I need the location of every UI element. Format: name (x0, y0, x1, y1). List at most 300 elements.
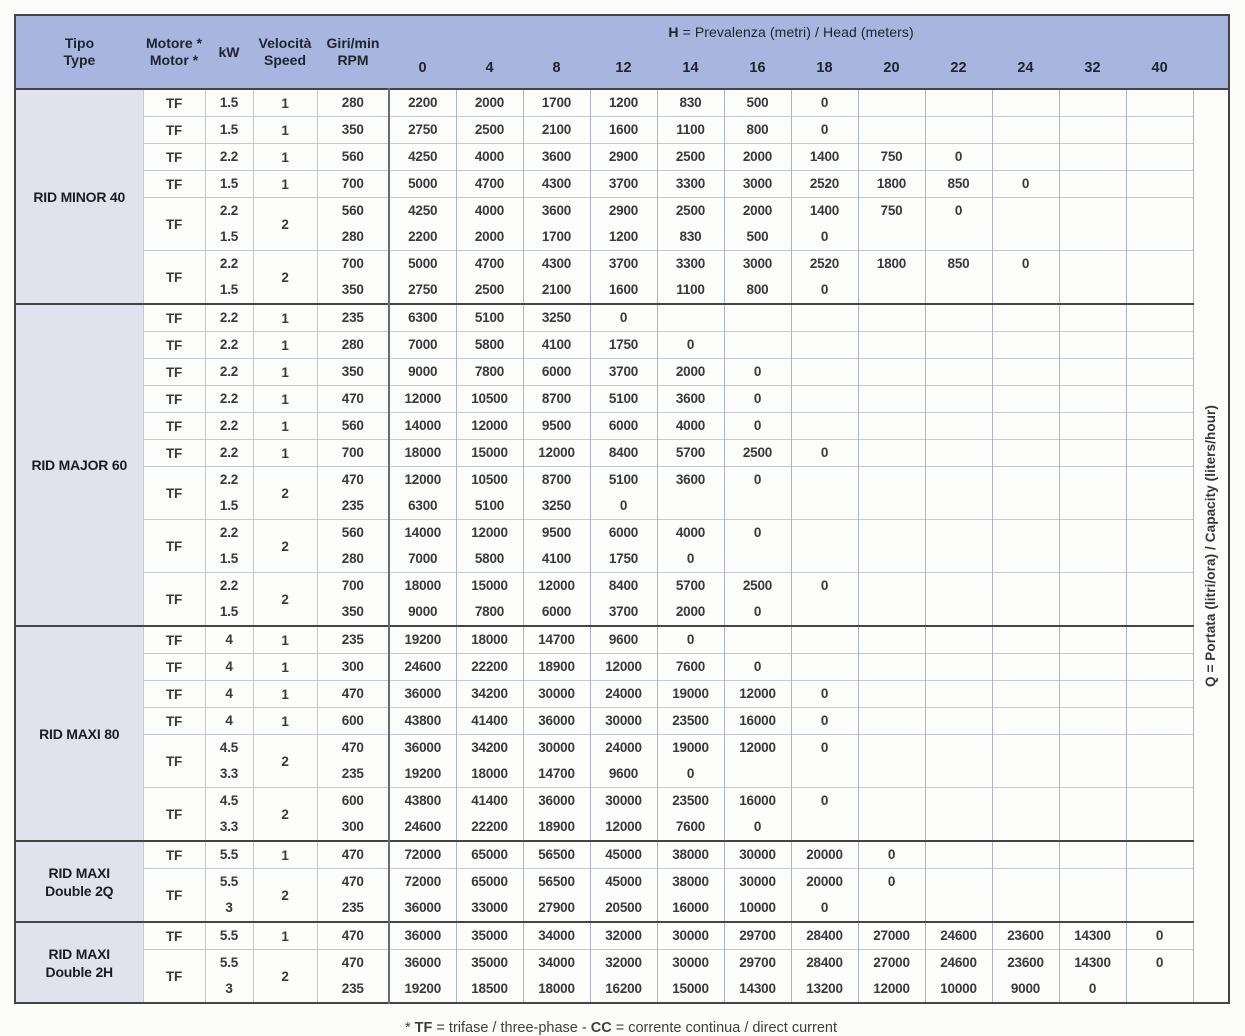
capacity-cell: 20000 0 (791, 869, 858, 923)
table-row (15, 144, 1229, 171)
table-row (15, 440, 1229, 467)
head-value-16: 16 (724, 49, 791, 89)
motor-cell: TF (143, 251, 205, 305)
kw-cell: 4.5 3.3 (205, 735, 253, 788)
kw-cell: 4.5 3.3 (205, 788, 253, 842)
capacity-cell: 9600 (590, 626, 657, 654)
capacity-cell (992, 386, 1059, 413)
capacity-cell (858, 681, 925, 708)
capacity-cell (1059, 440, 1126, 467)
capacity-cell: 2900 1200 (590, 198, 657, 251)
motor-cell: TF (143, 144, 205, 171)
kw-cell: 4 (205, 681, 253, 708)
capacity-cell (1059, 251, 1126, 305)
capacity-cell: 1400 0 (791, 198, 858, 251)
rpm-cell: 700 350 (317, 573, 389, 627)
motor-cell: TF (143, 332, 205, 359)
capacity-cell: 500 (724, 89, 791, 117)
capacity-cell: 0 (657, 626, 724, 654)
speed-cell: 1 (253, 89, 317, 117)
capacity-cell: 19200 (389, 626, 456, 654)
motor-cell: TF (143, 841, 205, 869)
capacity-cell: 1100 (657, 117, 724, 144)
capacity-cell: 0 (724, 386, 791, 413)
capacity-cell: 4300 (523, 171, 590, 198)
capacity-cell: 750 (858, 198, 925, 251)
capacity-cell: 5100 (456, 304, 523, 332)
capacity-cell: 43800 24600 (389, 788, 456, 842)
capacity-cell: 12000 (724, 681, 791, 708)
rpm-cell: 470 (317, 386, 389, 413)
kw-cell: 2.2 (205, 359, 253, 386)
speed-cell: 1 (253, 386, 317, 413)
capacity-cell: 850 (925, 251, 992, 305)
speed-cell: 2 (253, 198, 317, 251)
capacity-cell (925, 841, 992, 869)
capacity-cell: 45000 20500 (590, 869, 657, 923)
capacity-cell: 24000 (590, 681, 657, 708)
capacity-cell: 3700 (590, 359, 657, 386)
capacity-cell: 32000 16200 (590, 950, 657, 1004)
table-row (15, 359, 1229, 386)
header-q-column-spacer (1193, 15, 1229, 89)
table-row (15, 573, 1229, 627)
capacity-cell: 34200 (456, 681, 523, 708)
capacity-cell (724, 626, 791, 654)
capacity-cell: 1400 (791, 144, 858, 171)
footnote-cc-text: = corrente continua / direct current (611, 1020, 837, 1036)
capacity-cell: 8400 (590, 440, 657, 467)
capacity-cell (791, 359, 858, 386)
table-row (15, 626, 1229, 654)
capacity-cell: 0 (791, 708, 858, 735)
pump-capacity-table (14, 14, 1230, 1004)
speed-cell: 1 (253, 654, 317, 681)
capacity-cell: 2000 (724, 144, 791, 171)
section-label: RID MINOR 40 (15, 89, 143, 304)
motor-cell: TF (143, 198, 205, 251)
speed-cell: 2 (253, 520, 317, 573)
capacity-cell (1126, 251, 1193, 305)
capacity-cell (992, 841, 1059, 869)
speed-cell: 1 (253, 440, 317, 467)
kw-cell: 2.2 1.5 (205, 198, 253, 251)
speed-cell: 1 (253, 332, 317, 359)
rpm-cell: 470 235 (317, 869, 389, 923)
capacity-cell (791, 332, 858, 359)
capacity-cell (1059, 467, 1126, 520)
capacity-cell (1126, 144, 1193, 171)
capacity-cell: 7800 (456, 359, 523, 386)
header-tipo-type: Tipo Type (15, 15, 143, 89)
kw-cell: 2.2 (205, 386, 253, 413)
capacity-cell: 3600 1700 (523, 198, 590, 251)
capacity-cell: 12000 6000 (523, 573, 590, 627)
capacity-cell: 5700 (657, 440, 724, 467)
capacity-cell (1126, 332, 1193, 359)
capacity-cell: 0 (925, 144, 992, 171)
capacity-cell: 0 (724, 654, 791, 681)
capacity-cell (925, 788, 992, 842)
capacity-cell: 35000 (456, 922, 523, 950)
section-label: RID MAXI 80 (15, 626, 143, 841)
capacity-cell: 14300 (1059, 922, 1126, 950)
head-value-20: 20 (858, 49, 925, 89)
capacity-cell (1059, 573, 1126, 627)
capacity-cell (992, 304, 1059, 332)
head-value-12: 12 (590, 49, 657, 89)
table-row (15, 251, 1229, 305)
table-row (15, 654, 1229, 681)
capacity-cell (724, 304, 791, 332)
capacity-cell: 3700 1600 (590, 251, 657, 305)
motor-cell: TF (143, 359, 205, 386)
head-value-40: 40 (1126, 49, 1193, 89)
capacity-cell: 1800 (858, 171, 925, 198)
speed-cell: 1 (253, 144, 317, 171)
capacity-cell (1059, 198, 1126, 251)
kw-cell: 2.2 1.5 (205, 520, 253, 573)
capacity-cell: 5800 (456, 332, 523, 359)
capacity-cell: 0 (791, 440, 858, 467)
speed-cell: 1 (253, 304, 317, 332)
speed-cell: 1 (253, 359, 317, 386)
kw-cell: 2.2 1.5 (205, 573, 253, 627)
capacity-cell: 3600 (523, 144, 590, 171)
capacity-cell (925, 626, 992, 654)
capacity-cell: 4250 2200 (389, 198, 456, 251)
capacity-cell: 18000 9000 (389, 573, 456, 627)
capacity-cell (925, 332, 992, 359)
capacity-cell: 29700 (724, 922, 791, 950)
footnote (14, 1020, 1228, 1036)
capacity-cell: 30000 12000 (590, 788, 657, 842)
capacity-cell: 65000 33000 (456, 869, 523, 923)
table-row (15, 681, 1229, 708)
capacity-cell (992, 440, 1059, 467)
capacity-cell: 2520 0 (791, 251, 858, 305)
capacity-cell (791, 626, 858, 654)
capacity-cell: 4700 2500 (456, 251, 523, 305)
capacity-cell (858, 788, 925, 842)
capacity-cell: 18900 (523, 654, 590, 681)
capacity-cell (1126, 573, 1193, 627)
capacity-cell (1059, 304, 1126, 332)
capacity-cell (1126, 171, 1193, 198)
section-label: RID MAXI Double 2Q (15, 841, 143, 922)
capacity-cell (791, 386, 858, 413)
capacity-cell: 20000 (791, 841, 858, 869)
capacity-cell: 27000 (858, 922, 925, 950)
capacity-cell: 6300 (389, 304, 456, 332)
capacity-cell: 35000 18500 (456, 950, 523, 1004)
motor-cell: TF (143, 413, 205, 440)
rpm-cell: 560 (317, 413, 389, 440)
capacity-cell: 9500 4100 (523, 520, 590, 573)
capacity-cell: 56500 (523, 841, 590, 869)
header-velocita-speed: Velocità Speed (253, 15, 317, 89)
motor-cell: TF (143, 117, 205, 144)
capacity-cell: 2200 (389, 89, 456, 117)
table-row (15, 304, 1229, 332)
capacity-cell: 18000 (456, 626, 523, 654)
capacity-cell: 6000 (590, 413, 657, 440)
capacity-cell: 3000 (724, 171, 791, 198)
capacity-cell: 5700 2000 (657, 573, 724, 627)
capacity-cell: 0 (1126, 950, 1193, 1004)
capacity-cell: 45000 (590, 841, 657, 869)
capacity-cell (791, 520, 858, 573)
kw-cell: 2.2 1.5 (205, 251, 253, 305)
q-axis-label: Q = Portata (litri/ora) / Capacity (liters/hour) (1193, 89, 1229, 1003)
capacity-cell (925, 304, 992, 332)
speed-cell: 1 (253, 626, 317, 654)
motor-cell: TF (143, 304, 205, 332)
capacity-cell (1059, 117, 1126, 144)
capacity-cell: 36000 19200 (389, 735, 456, 788)
capacity-cell: 0 (791, 573, 858, 627)
motor-cell: TF (143, 573, 205, 627)
capacity-cell (858, 359, 925, 386)
head-value-0: 0 (389, 49, 456, 89)
capacity-cell: 12000 5800 (456, 520, 523, 573)
kw-cell: 1.5 (205, 171, 253, 198)
table-row (15, 520, 1229, 573)
capacity-cell (992, 681, 1059, 708)
capacity-cell: 1200 (590, 89, 657, 117)
capacity-cell (992, 654, 1059, 681)
capacity-cell: 0 (791, 735, 858, 788)
capacity-cell (858, 735, 925, 788)
speed-cell: 1 (253, 922, 317, 950)
capacity-cell: 22200 (456, 654, 523, 681)
capacity-cell (1126, 681, 1193, 708)
capacity-cell: 0 (724, 467, 791, 520)
rpm-cell: 470 235 (317, 467, 389, 520)
capacity-cell: 28400 (791, 922, 858, 950)
speed-cell: 1 (253, 681, 317, 708)
capacity-cell: 2500 0 (724, 573, 791, 627)
capacity-cell (992, 144, 1059, 171)
motor-cell: TF (143, 440, 205, 467)
capacity-cell: 7000 (389, 332, 456, 359)
capacity-cell: 2000 (657, 359, 724, 386)
capacity-cell (1059, 735, 1126, 788)
speed-cell: 1 (253, 413, 317, 440)
table-row (15, 869, 1229, 923)
head-value-24: 24 (992, 49, 1059, 89)
capacity-cell: 800 (724, 117, 791, 144)
header-head-meters-title: H = Prevalenza (metri) / Head (meters) (389, 15, 1193, 49)
capacity-cell (858, 332, 925, 359)
capacity-cell (858, 626, 925, 654)
capacity-cell (925, 89, 992, 117)
capacity-cell: 5000 2750 (389, 251, 456, 305)
kw-cell: 4 (205, 654, 253, 681)
capacity-cell: 30000 (724, 841, 791, 869)
capacity-cell (858, 467, 925, 520)
capacity-cell (1126, 413, 1193, 440)
capacity-cell (1126, 89, 1193, 117)
capacity-cell: 14300 0 (1059, 950, 1126, 1004)
capacity-cell: 16000 0 (724, 788, 791, 842)
head-value-22: 22 (925, 49, 992, 89)
capacity-cell (1126, 117, 1193, 144)
capacity-cell: 2100 (523, 117, 590, 144)
capacity-cell (992, 89, 1059, 117)
rpm-cell: 470 235 (317, 950, 389, 1004)
capacity-cell: 4100 (523, 332, 590, 359)
capacity-cell: 30000 14700 (523, 735, 590, 788)
capacity-cell: 72000 (389, 841, 456, 869)
kw-cell: 1.5 (205, 117, 253, 144)
capacity-cell (925, 440, 992, 467)
table-row (15, 950, 1229, 1004)
capacity-cell (1126, 841, 1193, 869)
capacity-cell: 6000 1750 (590, 520, 657, 573)
speed-cell: 1 (253, 171, 317, 198)
capacity-cell: 36000 (389, 922, 456, 950)
kw-cell: 2.2 1.5 (205, 467, 253, 520)
capacity-cell (1126, 440, 1193, 467)
capacity-cell: 6000 (523, 359, 590, 386)
capacity-cell (1059, 681, 1126, 708)
capacity-cell: 3600 (657, 386, 724, 413)
capacity-cell: 0 (858, 869, 925, 923)
capacity-cell (1059, 413, 1126, 440)
capacity-cell: 30000 (590, 708, 657, 735)
capacity-cell: 7600 (657, 654, 724, 681)
speed-cell: 2 (253, 467, 317, 520)
table-row (15, 386, 1229, 413)
capacity-cell (925, 413, 992, 440)
capacity-cell: 19000 (657, 681, 724, 708)
capacity-cell: 1600 (590, 117, 657, 144)
capacity-cell: 0 (724, 520, 791, 573)
capacity-cell: 10500 (456, 386, 523, 413)
capacity-cell (925, 735, 992, 788)
motor-cell: TF (143, 89, 205, 117)
table-header (15, 15, 1229, 89)
capacity-cell: 36000 (523, 708, 590, 735)
motor-cell: TF (143, 171, 205, 198)
table-row (15, 467, 1229, 520)
capacity-cell (1059, 171, 1126, 198)
table-row (15, 198, 1229, 251)
rpm-cell: 280 (317, 332, 389, 359)
capacity-cell: 2900 (590, 144, 657, 171)
section-label: RID MAXI Double 2H (15, 922, 143, 1003)
capacity-cell (1126, 198, 1193, 251)
motor-cell: TF (143, 386, 205, 413)
capacity-cell: 3300 1100 (657, 251, 724, 305)
kw-cell: 1.5 (205, 89, 253, 117)
capacity-cell: 38000 16000 (657, 869, 724, 923)
capacity-cell: 12000 (389, 386, 456, 413)
motor-cell: TF (143, 788, 205, 842)
capacity-cell (1126, 654, 1193, 681)
capacity-cell: 56500 27900 (523, 869, 590, 923)
capacity-cell (1126, 359, 1193, 386)
rpm-cell: 470 (317, 681, 389, 708)
capacity-cell: 36000 (389, 681, 456, 708)
capacity-cell (992, 413, 1059, 440)
capacity-cell: 72000 36000 (389, 869, 456, 923)
head-value-14: 14 (657, 49, 724, 89)
capacity-cell: 15000 (456, 440, 523, 467)
capacity-cell: 14000 7000 (389, 520, 456, 573)
capacity-cell: 9000 (389, 359, 456, 386)
rpm-cell: 470 (317, 922, 389, 950)
rpm-cell: 470 (317, 841, 389, 869)
motor-cell: TF (143, 626, 205, 654)
table-row (15, 841, 1229, 869)
section-label: RID MAJOR 60 (15, 304, 143, 626)
capacity-cell (657, 304, 724, 332)
capacity-cell: 30000 (657, 922, 724, 950)
capacity-cell: 2500 (724, 440, 791, 467)
kw-cell: 4 (205, 708, 253, 735)
capacity-cell: 32000 (590, 922, 657, 950)
capacity-cell (1126, 708, 1193, 735)
capacity-cell: 12000 (590, 654, 657, 681)
footnote-star: * (405, 1020, 415, 1036)
capacity-cell: 4000 0 (657, 520, 724, 573)
rpm-cell: 235 (317, 626, 389, 654)
capacity-cell: 4000 2000 (456, 198, 523, 251)
capacity-cell: 23500 (657, 708, 724, 735)
capacity-cell: 0 (992, 171, 1059, 198)
capacity-cell (1126, 520, 1193, 573)
header-kw: kW (205, 15, 253, 89)
capacity-cell: 0 (925, 198, 992, 251)
capacity-cell (1126, 304, 1193, 332)
capacity-cell: 0 (791, 89, 858, 117)
capacity-cell: 4000 (657, 413, 724, 440)
capacity-cell (858, 117, 925, 144)
capacity-cell (925, 573, 992, 627)
footnote-tf-text: = trifase / three-phase - (432, 1020, 591, 1036)
head-value-32: 32 (1059, 49, 1126, 89)
capacity-cell: 43800 (389, 708, 456, 735)
motor-cell: TF (143, 467, 205, 520)
capacity-cell: 29700 14300 (724, 950, 791, 1004)
capacity-cell: 34000 (523, 922, 590, 950)
capacity-cell: 0 (791, 788, 858, 842)
capacity-cell: 750 (858, 144, 925, 171)
capacity-cell: 19000 0 (657, 735, 724, 788)
capacity-cell (992, 467, 1059, 520)
capacity-cell: 12000 (724, 735, 791, 788)
capacity-cell (1126, 788, 1193, 842)
rpm-cell: 470 235 (317, 735, 389, 788)
capacity-cell (791, 304, 858, 332)
capacity-cell: 30000 10000 (724, 869, 791, 923)
capacity-cell (925, 359, 992, 386)
capacity-cell (858, 573, 925, 627)
footnote-tf-abbrev: TF (414, 1020, 433, 1036)
capacity-cell: 4000 (456, 144, 523, 171)
capacity-cell: 2520 (791, 171, 858, 198)
capacity-cell (992, 869, 1059, 923)
rpm-cell: 700 350 (317, 251, 389, 305)
capacity-cell: 12000 (523, 440, 590, 467)
motor-cell: TF (143, 735, 205, 788)
table-body (15, 89, 1229, 1003)
capacity-cell: 14000 (389, 413, 456, 440)
table-row (15, 413, 1229, 440)
table-row (15, 735, 1229, 788)
